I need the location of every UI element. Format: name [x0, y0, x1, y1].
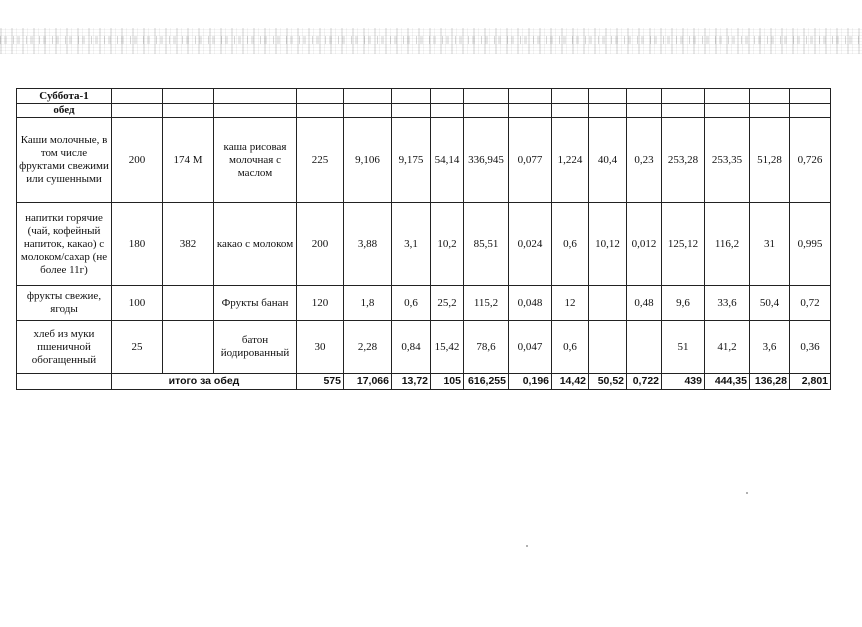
value-cell: 9,106 [344, 118, 392, 203]
value-cell: 25,2 [431, 286, 464, 321]
total-value-cell: 0,196 [509, 374, 552, 390]
value-cell: 54,14 [431, 118, 464, 203]
value-cell: 225 [297, 118, 344, 203]
recipe-cell [163, 321, 214, 374]
value-cell [627, 321, 662, 374]
value-cell: 0,72 [790, 286, 831, 321]
value-cell: 9,175 [392, 118, 431, 203]
category-cell: Каши молочные, в том числе фруктами свежими или сушенными [17, 118, 112, 203]
value-cell: 30 [297, 321, 344, 374]
total-label: итого за обед [112, 374, 297, 390]
value-cell: 40,4 [589, 118, 627, 203]
total-value-cell: 444,35 [705, 374, 750, 390]
recipe-cell: 382 [163, 203, 214, 286]
total-row [17, 374, 831, 390]
value-cell: 336,945 [464, 118, 509, 203]
total-value-cell: 50,52 [589, 374, 627, 390]
table-row [17, 286, 831, 321]
value-cell: 9,6 [662, 286, 705, 321]
value-cell: 0,84 [392, 321, 431, 374]
total-value-cell: 439 [662, 374, 705, 390]
value-cell: 0,48 [627, 286, 662, 321]
value-cell: 200 [297, 203, 344, 286]
value-cell: 0,23 [627, 118, 662, 203]
value-cell: 0,024 [509, 203, 552, 286]
dish-cell: Фрукты банан [214, 286, 297, 321]
scan-speck [526, 545, 528, 547]
value-cell: 0,077 [509, 118, 552, 203]
table-row [17, 118, 831, 203]
total-value-cell: 105 [431, 374, 464, 390]
table-row [17, 203, 831, 286]
value-cell: 85,51 [464, 203, 509, 286]
value-cell: 0,6 [552, 203, 589, 286]
total-value-cell: 13,72 [392, 374, 431, 390]
value-cell [589, 321, 627, 374]
category-cell: напитки горячие (чай, кофейный напиток, какао) с молоком/сахар (не более 11г) [17, 203, 112, 286]
total-value-cell: 0,722 [627, 374, 662, 390]
scan-speck [746, 492, 748, 494]
value-cell: 116,2 [705, 203, 750, 286]
portion-cell: 100 [112, 286, 163, 321]
total-value-cell: 575 [297, 374, 344, 390]
scan-noise-band [0, 28, 862, 54]
value-cell: 33,6 [705, 286, 750, 321]
value-cell: 15,42 [431, 321, 464, 374]
value-cell: 120 [297, 286, 344, 321]
value-cell: 125,12 [662, 203, 705, 286]
total-value-cell: 136,28 [750, 374, 790, 390]
header-row-day [17, 89, 831, 104]
value-cell: 10,2 [431, 203, 464, 286]
value-cell: 51 [662, 321, 705, 374]
meal-label: обед [17, 104, 112, 118]
value-cell: 41,2 [705, 321, 750, 374]
value-cell: 1,224 [552, 118, 589, 203]
value-cell: 50,4 [750, 286, 790, 321]
header-row-meal [17, 104, 831, 118]
value-cell: 0,6 [392, 286, 431, 321]
value-cell: 0,36 [790, 321, 831, 374]
value-cell: 31 [750, 203, 790, 286]
value-cell: 1,8 [344, 286, 392, 321]
value-cell: 0,6 [552, 321, 589, 374]
value-cell: 0,726 [790, 118, 831, 203]
value-cell: 2,28 [344, 321, 392, 374]
recipe-cell [163, 286, 214, 321]
value-cell: 253,35 [705, 118, 750, 203]
total-value-cell: 616,255 [464, 374, 509, 390]
value-cell: 10,12 [589, 203, 627, 286]
total-value-cell: 17,066 [344, 374, 392, 390]
recipe-cell: 174 М [163, 118, 214, 203]
table-row [17, 321, 831, 374]
value-cell: 0,047 [509, 321, 552, 374]
value-cell: 0,048 [509, 286, 552, 321]
value-cell: 78,6 [464, 321, 509, 374]
value-cell [589, 286, 627, 321]
total-value-cell: 14,42 [552, 374, 589, 390]
value-cell: 0,012 [627, 203, 662, 286]
value-cell: 3,88 [344, 203, 392, 286]
value-cell: 51,28 [750, 118, 790, 203]
value-cell: 0,995 [790, 203, 831, 286]
value-cell: 3,1 [392, 203, 431, 286]
category-cell: фрукты свежие, ягоды [17, 286, 112, 321]
value-cell: 12 [552, 286, 589, 321]
total-value-cell: 2,801 [790, 374, 831, 390]
portion-cell: 25 [112, 321, 163, 374]
value-cell: 115,2 [464, 286, 509, 321]
dish-cell: какао с молоком [214, 203, 297, 286]
dish-cell: батон йодированный [214, 321, 297, 374]
portion-cell: 180 [112, 203, 163, 286]
dish-cell: каша рисовая молочная с маслом [214, 118, 297, 203]
portion-cell: 200 [112, 118, 163, 203]
category-cell: хлеб из муки пшеничной обогащенный [17, 321, 112, 374]
value-cell: 253,28 [662, 118, 705, 203]
day-label: Суббота-1 [17, 89, 112, 104]
value-cell: 3,6 [750, 321, 790, 374]
menu-table [16, 88, 831, 390]
